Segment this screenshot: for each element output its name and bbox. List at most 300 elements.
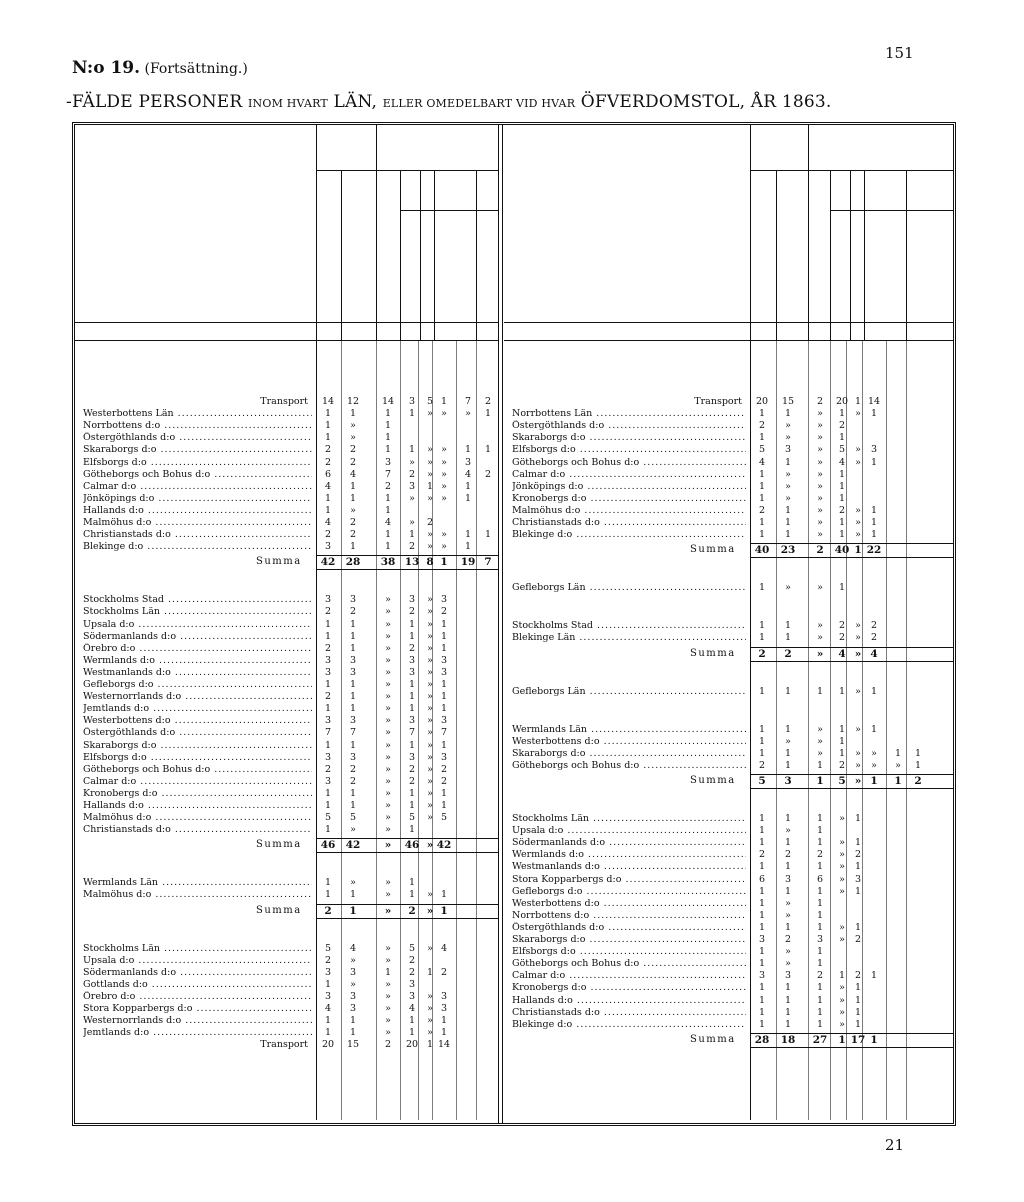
cell-value: 1 (349, 492, 357, 504)
cell-value: » (441, 468, 447, 480)
row-label: Blekinge d:o ..... (512, 1019, 746, 1031)
summa-value: 1 (838, 1033, 846, 1046)
cell-value: 1 (349, 408, 357, 420)
cell-value: 2 (870, 632, 878, 644)
cell-value: 1 (870, 685, 878, 697)
table-row (504, 874, 953, 886)
cell-value: 1 (349, 480, 357, 492)
row-label: Stockholms Stad ..... (83, 594, 312, 606)
cell-value: 1 (838, 747, 846, 759)
cell-value: 1 (484, 444, 492, 456)
row-label: Norrbottens d:o ..... (512, 910, 746, 922)
row-label: Elfsborgs d:o ..... (83, 457, 312, 469)
cell-value: 2 (324, 529, 332, 541)
table-row (75, 541, 498, 553)
cell-value: 1 (758, 517, 766, 528)
personer-rule (376, 170, 498, 171)
cell-value: 2 (349, 517, 357, 528)
cell-value: » (427, 444, 433, 456)
cell-value: 1 (440, 679, 448, 690)
cell-value: 1 (324, 889, 332, 901)
cell-value: 1 (324, 824, 332, 836)
cell-value: » (385, 606, 391, 618)
cell-value: 2 (324, 606, 332, 618)
cell-value: 1 (440, 787, 448, 799)
cell-value: 1 (349, 787, 357, 799)
cell-value: 1 (758, 897, 766, 909)
cell-value: 4 (324, 1003, 332, 1014)
row-label: Gefleborgs d:o ..... (83, 679, 312, 691)
row-label: Stora Kopparbergs d:o ..... (83, 1003, 312, 1015)
header-col-rule (808, 125, 809, 340)
summa-value: » (854, 775, 862, 787)
cell-value: 3 (349, 594, 357, 606)
summa-label: Summa (690, 647, 736, 659)
cell-value: » (385, 666, 391, 678)
cell-value: » (855, 685, 861, 697)
cell-value: 4 (838, 456, 846, 468)
cell-value: » (385, 703, 391, 715)
cell-value: 2 (324, 691, 332, 703)
summa-value: 40 (834, 544, 850, 557)
transport-label: Transport (694, 396, 742, 407)
table-row (75, 631, 498, 643)
header-col-rule (864, 170, 865, 340)
cell-value: 1 (464, 480, 472, 492)
cell-value: » (427, 715, 433, 727)
cell-value: 3 (870, 444, 878, 456)
cell-value: » (427, 727, 433, 739)
cell-value: » (427, 492, 433, 504)
table-row (504, 1019, 953, 1031)
cell-value: 2 (484, 396, 492, 407)
title-part-2: INOM HVART (248, 97, 328, 110)
table-row (504, 849, 953, 861)
cell-value: » (427, 691, 433, 703)
cell-value: 15 (781, 396, 795, 407)
cell-value: 1 (854, 861, 862, 873)
cell-value: 7 (464, 396, 472, 407)
cell-value: 5 (440, 812, 448, 824)
cell-value: 1 (758, 529, 766, 541)
cell-value: » (855, 723, 861, 735)
row-label: Blekinge d:o ..... (512, 529, 746, 541)
cell-value: » (350, 432, 356, 444)
cell-value: 1 (758, 582, 766, 594)
header-col-rule (750, 125, 751, 340)
summa-value: 2 (408, 904, 416, 917)
cell-value: » (839, 982, 845, 994)
row-label: Wermlands Län ..... (512, 724, 746, 736)
cell-value: » (465, 408, 471, 420)
summa-value: 8 (426, 556, 434, 569)
cell-value: 2 (870, 620, 878, 632)
cell-value: 1 (816, 921, 824, 933)
cell-value: 1 (384, 541, 392, 553)
sakfalde-rule (830, 210, 953, 211)
table-row (75, 812, 498, 824)
cell-value: 1 (440, 739, 448, 751)
table-row (75, 991, 498, 1003)
row-label: Westerbottens Län ..... (83, 408, 312, 420)
cell-value: 1 (816, 759, 824, 771)
cell-value: 1 (854, 837, 862, 849)
cell-value: 4 (464, 468, 472, 480)
cell-value: » (385, 654, 391, 666)
summa-value: » (426, 904, 434, 917)
cell-value: 1 (784, 921, 792, 933)
cell-value: » (385, 990, 391, 1002)
table-row (504, 946, 953, 958)
cell-value: 1 (914, 759, 922, 771)
row-label: Hallands d:o ..... (83, 505, 312, 517)
table-row (75, 655, 498, 667)
header-col-rule (341, 170, 342, 340)
cell-value: 1 (349, 642, 357, 654)
cell-value: 20 (405, 1039, 419, 1051)
cell-value: 2 (426, 517, 434, 528)
table-row (75, 715, 498, 727)
cell-value: 1 (784, 620, 792, 632)
table-row (75, 776, 498, 788)
cell-value: 2 (854, 934, 862, 945)
cell-value: » (385, 618, 391, 630)
table-row (75, 727, 498, 739)
cell-value: » (785, 420, 791, 432)
cell-value: 2 (324, 763, 332, 775)
cell-value: 1 (784, 813, 792, 824)
cell-value: 3 (408, 978, 416, 990)
cell-value: » (409, 456, 415, 468)
cell-value: 1 (426, 1039, 434, 1051)
cell-value: 1 (838, 685, 846, 697)
summa-value: 4 (870, 647, 878, 660)
cell-value: 1 (408, 679, 416, 690)
cell-value: » (427, 942, 433, 954)
cell-value: 1 (349, 630, 357, 642)
cell-value: 3 (408, 666, 416, 678)
cell-value: 1 (408, 630, 416, 642)
cell-value: 3 (324, 541, 332, 553)
cell-value: » (817, 582, 823, 594)
cell-value: 2 (408, 541, 416, 553)
row-label: Blekinge Län ..... (512, 632, 746, 644)
cell-value: 1 (440, 618, 448, 630)
cell-value: 4 (324, 480, 332, 492)
cell-value: 1 (854, 994, 862, 1006)
table-row (504, 910, 953, 922)
cell-value: 2 (408, 606, 416, 618)
cell-value: » (785, 480, 791, 492)
header-bottom-rule (504, 322, 953, 323)
row-label: Westernorrlands d:o ..... (83, 691, 312, 703)
cell-value: 1 (758, 492, 766, 504)
cell-value: » (427, 763, 433, 775)
cell-value: 5 (408, 812, 416, 824)
cell-value: 1 (324, 630, 332, 642)
cell-value: » (427, 787, 433, 799)
cell-value: 1 (816, 946, 824, 958)
cell-value: 1 (408, 703, 416, 715)
cell-value: 2 (408, 775, 416, 787)
cell-value: » (350, 824, 356, 836)
cell-value: 1 (484, 529, 492, 541)
cell-value: 1 (408, 787, 416, 799)
cell-value: » (817, 747, 823, 759)
cell-value: 4 (324, 517, 332, 528)
footer-number: 21 (885, 1136, 905, 1154)
cell-value: 3 (440, 990, 448, 1002)
cell-value: » (855, 517, 861, 528)
table-row (504, 995, 953, 1007)
cell-value: » (385, 978, 391, 990)
cell-value: » (817, 468, 823, 480)
cell-value: 1 (758, 1018, 766, 1030)
cell-value: 1 (816, 825, 824, 837)
cell-value: 1 (440, 703, 448, 715)
cell-value: 2 (408, 763, 416, 775)
cell-value: » (427, 1027, 433, 1039)
summa-label: Summa (690, 1033, 736, 1045)
cell-value: 3 (324, 654, 332, 666)
cell-value: » (855, 408, 861, 420)
cell-value: 2 (349, 763, 357, 775)
row-label: Westmanlands d:o ..... (512, 861, 746, 873)
row-label: Elfsborgs d:o ..... (512, 946, 746, 958)
cell-value: 1 (324, 1015, 332, 1027)
cell-value: 1 (870, 504, 878, 516)
header-col-rule (420, 170, 421, 340)
table-row (75, 764, 498, 776)
cell-value: 1 (854, 921, 862, 933)
table-row (504, 736, 953, 748)
cell-value: 1 (408, 739, 416, 751)
transport-row (75, 396, 498, 408)
cell-value: 1 (426, 480, 434, 492)
cell-value: 2 (758, 849, 766, 861)
cell-value: 1 (408, 1015, 416, 1027)
cell-value: 3 (440, 666, 448, 678)
row-label: Blekinge d:o ..... (83, 541, 312, 553)
row-label: Jemtlands d:o ..... (83, 1027, 312, 1039)
cell-value: 1 (838, 408, 846, 420)
cell-value: 2 (324, 456, 332, 468)
summa-value: 23 (780, 544, 796, 557)
cell-value: » (385, 824, 391, 836)
summa-value: 18 (780, 1033, 796, 1046)
table-row (75, 643, 498, 655)
cell-value: » (839, 885, 845, 897)
cell-value: » (385, 942, 391, 954)
cell-value: » (427, 703, 433, 715)
cell-value: 1 (408, 618, 416, 630)
transport-row (75, 1039, 498, 1051)
row-label: Stockholms Län ..... (83, 943, 312, 955)
units-bottom-rule (750, 340, 953, 341)
summa-value: 1 (440, 556, 448, 569)
cell-value: 3 (758, 934, 766, 945)
cell-value: 1 (758, 408, 766, 420)
header-col-rule (376, 125, 377, 340)
cell-value: 1 (324, 432, 332, 444)
table-row (504, 813, 953, 825)
table-row (504, 408, 953, 420)
cell-value: » (427, 468, 433, 480)
cell-value: » (839, 837, 845, 849)
cell-value: 3 (324, 594, 332, 606)
cell-value: » (817, 480, 823, 492)
cell-value: 1 (758, 468, 766, 480)
cell-value: 3 (784, 873, 792, 885)
summa-value: » (816, 647, 824, 660)
cell-value: » (785, 897, 791, 909)
summa-value: 28 (345, 556, 361, 569)
cell-value: 3 (349, 751, 357, 763)
summa-value: 5 (838, 775, 846, 787)
cell-value: » (785, 432, 791, 444)
cell-value: 1 (384, 420, 392, 432)
cell-value: 2 (816, 396, 824, 407)
row-label: Wermlands Län ..... (83, 877, 312, 889)
summa-value: 27 (812, 1033, 828, 1046)
cell-value: » (785, 582, 791, 594)
cell-value: 1 (838, 970, 846, 982)
cell-value: 1 (408, 691, 416, 703)
cell-value: 5 (838, 444, 846, 456)
row-label: Skaraborgs d:o ..... (83, 740, 312, 752)
summa-value: 5 (758, 775, 766, 787)
cell-value: 1 (758, 982, 766, 994)
header-col-rule (906, 170, 907, 340)
cell-value: 4 (349, 468, 357, 480)
cell-value: 1 (838, 432, 846, 444)
cell-value: 2 (758, 504, 766, 516)
cell-value: 1 (408, 529, 416, 541)
cell-value: » (427, 739, 433, 751)
cell-value: 1 (784, 685, 792, 697)
cell-value: 1 (784, 861, 792, 873)
table-row (504, 934, 953, 946)
cell-value: 1 (324, 1027, 332, 1039)
cell-value: 2 (854, 970, 862, 982)
cell-value: » (427, 1015, 433, 1027)
cell-value: 3 (440, 594, 448, 606)
page-number: 151 (885, 44, 914, 62)
row-label: Stockholms Stad ..... (512, 620, 746, 632)
cell-value: » (385, 715, 391, 727)
cell-value: 7 (440, 727, 448, 739)
cell-value: 1 (384, 492, 392, 504)
cell-value: 1 (870, 529, 878, 541)
table-row (75, 432, 498, 444)
table-row (75, 457, 498, 469)
cell-value: 1 (408, 444, 416, 456)
cell-value: » (385, 812, 391, 824)
cell-value: 2 (440, 763, 448, 775)
cell-value: 2 (838, 620, 846, 632)
cell-value: » (427, 618, 433, 630)
cell-value: 1 (324, 618, 332, 630)
cell-value: 1 (816, 897, 824, 909)
cell-value: 1 (384, 966, 392, 978)
cell-value: » (839, 813, 845, 824)
cell-value: 1 (484, 408, 492, 420)
cell-value: » (855, 529, 861, 541)
table-row (75, 1027, 498, 1039)
row-label: Calmar d:o ..... (83, 776, 312, 788)
row-label: Christianstads d:o ..... (83, 824, 312, 836)
cell-value: 1 (854, 1018, 862, 1030)
summa-label: Summa (690, 775, 736, 786)
cell-value: 1 (324, 420, 332, 432)
cell-value: 2 (349, 775, 357, 787)
cell-value: 3 (440, 1003, 448, 1014)
cell-value: 6 (816, 873, 824, 885)
table-row (75, 606, 498, 618)
cell-value: » (385, 1027, 391, 1039)
cell-value: » (839, 1018, 845, 1030)
cell-value: 1 (408, 408, 416, 420)
cell-value: » (441, 444, 447, 456)
cell-value: » (855, 456, 861, 468)
cell-value: 2 (838, 759, 846, 771)
table-row (504, 582, 953, 594)
row-label: Götheborgs och Bohus d:o ..... (83, 469, 312, 481)
row-label: Hallands d:o ..... (83, 800, 312, 812)
cell-value: 1 (758, 632, 766, 644)
cell-value: 3 (384, 456, 392, 468)
cell-value: » (817, 420, 823, 432)
table-row (75, 824, 498, 836)
cell-value: 5 (758, 444, 766, 456)
table-row (504, 970, 953, 982)
cell-value: » (817, 408, 823, 420)
cell-value: 1 (408, 889, 416, 901)
cell-value: 1 (784, 837, 792, 849)
row-label: Westerbottens d:o ..... (83, 715, 312, 727)
row-label: Calmar d:o ..... (83, 481, 312, 493)
cell-value: 1 (816, 1006, 824, 1018)
summa-value: 42 (320, 556, 336, 569)
summa-value: 1 (816, 775, 824, 787)
cell-value: 1 (349, 1027, 357, 1039)
cell-value: 1 (816, 685, 824, 697)
row-label: Skaraborgs d:o ..... (512, 934, 746, 946)
cell-value: » (817, 529, 823, 541)
row-label: Upsala d:o ..... (83, 619, 312, 631)
cell-value: 1 (324, 504, 332, 516)
cell-value: 1 (816, 885, 824, 897)
row-label: Norrbottens Län ..... (512, 408, 746, 420)
cell-value: 1 (758, 813, 766, 824)
cell-value: 2 (349, 456, 357, 468)
cell-value: 1 (324, 492, 332, 504)
cell-value: » (785, 492, 791, 504)
cell-value: » (385, 800, 391, 811)
table-row (75, 505, 498, 517)
cell-value: 1 (758, 620, 766, 632)
cell-value: 1 (758, 825, 766, 837)
cell-value: 1 (384, 432, 392, 444)
cell-value: 6 (324, 468, 332, 480)
cell-value: » (785, 735, 791, 747)
header-col-rule (434, 170, 435, 340)
cell-value: 1 (838, 492, 846, 504)
cell-value: » (385, 594, 391, 606)
table-row (504, 861, 953, 873)
brott-rule (316, 170, 376, 171)
table-row (504, 481, 953, 493)
